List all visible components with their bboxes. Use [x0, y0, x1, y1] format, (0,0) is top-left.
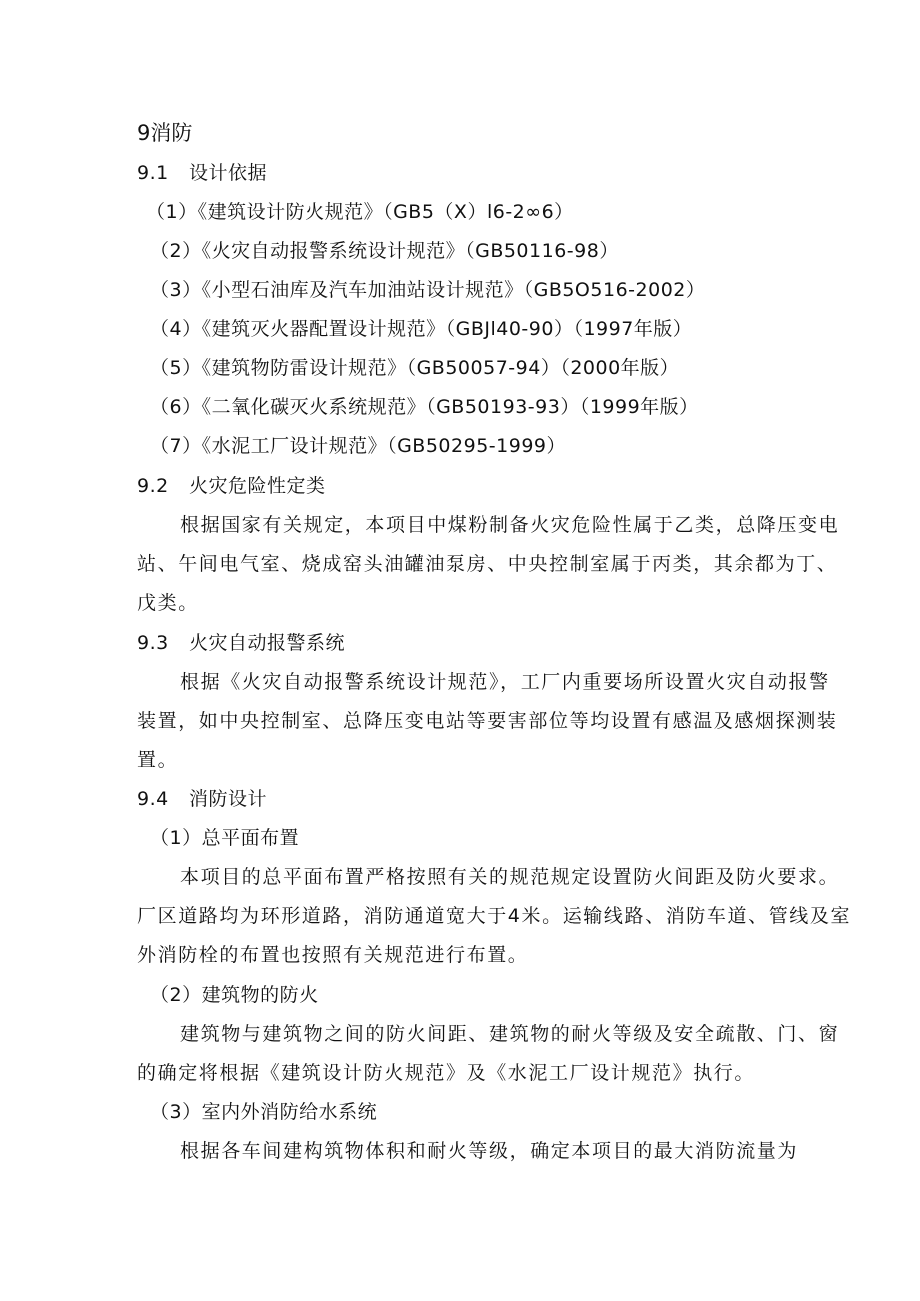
section-heading-9-3 [137, 630, 345, 656]
paragraph-line: 本项目的总平面布置严格按照有关的规范规定设置防火间距及防火要求。 [180, 866, 840, 888]
section-label: 火灾自动报警系统 [189, 632, 346, 654]
section-label: 设计依据 [189, 162, 268, 184]
subsection-heading: （2）建筑物的防火 [150, 984, 319, 1006]
paragraph-line: 置。 [137, 749, 179, 771]
paragraph-line: 建筑物与建筑物之间的防火间距、建筑物的耐火等级及安全疏散、门、窗 [180, 1023, 840, 1045]
subsection-heading: （1）总平面布置 [150, 827, 300, 849]
section-heading-9-1 [137, 160, 267, 186]
reference-item: （4）《建筑灭火器配置设计规范》（GBJl40-90）（1997年版） [150, 318, 693, 340]
reference-item: （6）《二氧化碳灭火系统规范》（GB50193-93）（1999年版） [150, 396, 699, 418]
reference-item: （1）《建筑设计防火规范》（GB5（X）l6-2∞6） [146, 201, 574, 223]
section-heading-9-4 [137, 786, 267, 812]
paragraph-line: 外消防栓的布置也按照有关规范进行布置。 [137, 944, 529, 966]
section-number: 9.1 [137, 162, 169, 184]
paragraph-line: 站、午间电气室、烧成窑头油罐油泵房、中央控制室属于丙类，其余都为丁、 [137, 553, 838, 575]
paragraph-line: 根据《火灾自动报警系统设计规范》，工厂内重要场所设置火灾自动报警 [180, 671, 830, 693]
section-label: 火灾危险性定类 [189, 475, 326, 497]
reference-item: （2）《火灾自动报警系统设计规范》（GB50116-98） [150, 240, 619, 262]
paragraph-line: 根据国家有关规定，本项目中煤粉制备火灾危险性属于乙类，总降压变电 [180, 514, 840, 536]
section-heading-9-2 [137, 473, 326, 499]
paragraph-line: 厂区道路均为环形道路，消防通道宽大于4米。运输线路、消防车道、管线及室 [137, 905, 852, 927]
subsection-heading: （3）室内外消防给水系统 [150, 1101, 378, 1123]
section-label: 消防设计 [189, 788, 268, 810]
reference-item: （5）《建筑物防雷设计规范》（GB50057-94）（2000年版） [150, 357, 680, 379]
paragraph-line: 根据各车间建构筑物体积和耐火等级，确定本项目的最大消防流量为 [180, 1140, 799, 1162]
reference-item: （3）《小型石油库及汽车加油站设计规范》（GB5O516-2002） [150, 279, 706, 301]
paragraph-line: 戊类。 [137, 592, 199, 614]
paragraph-line: 装置，如中央控制室、总降压变电站等要害部位等均设置有感温及感烟探测装 [137, 710, 838, 732]
chapter-title: 9消防 [137, 121, 193, 145]
section-number: 9.3 [137, 632, 169, 654]
reference-item: （7）《水泥工厂设计规范》（GB50295-1999） [150, 435, 566, 457]
section-number: 9.2 [137, 475, 169, 497]
paragraph-line: 的确定将根据《建筑设计防火规范》及《水泥工厂设计规范》执行。 [137, 1062, 756, 1084]
section-number: 9.4 [137, 788, 169, 810]
